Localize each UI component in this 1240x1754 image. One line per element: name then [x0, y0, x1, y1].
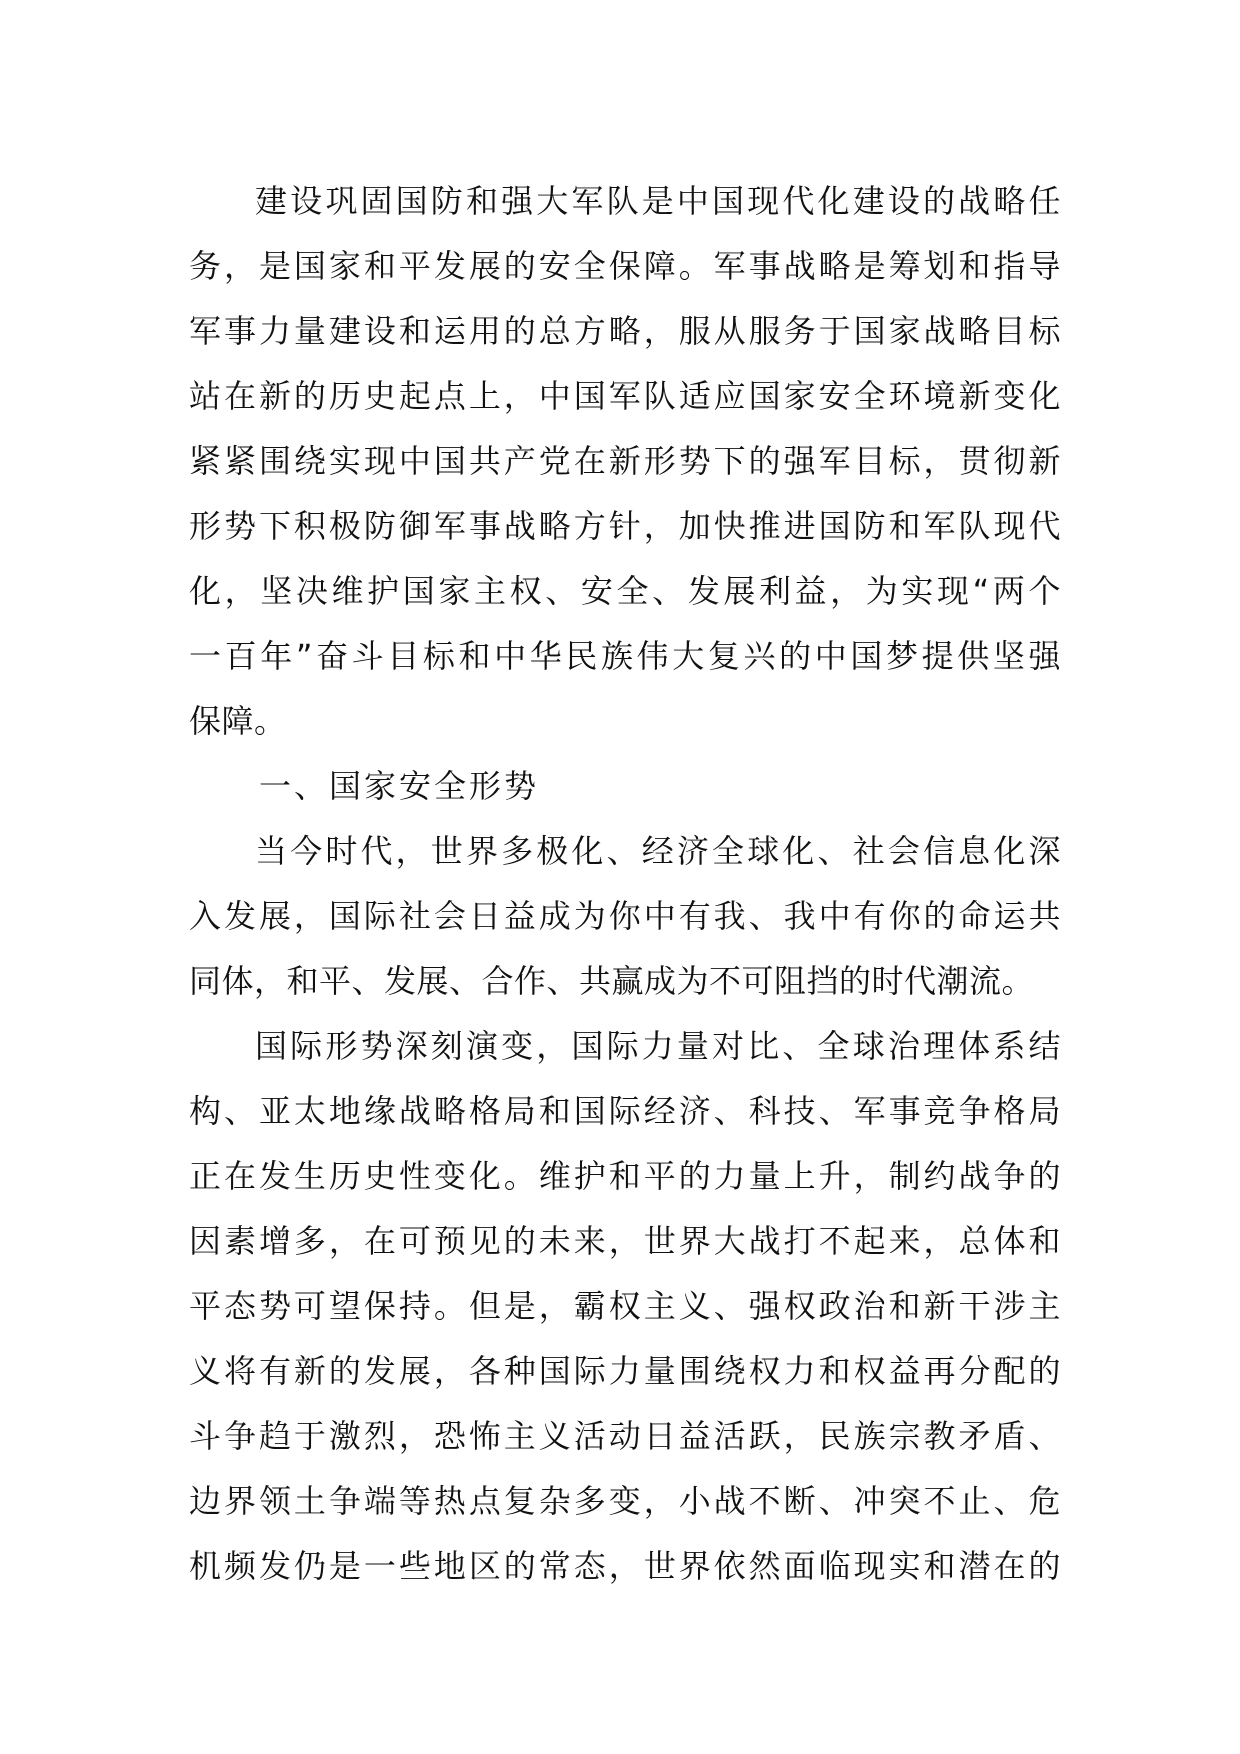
text-line: 国际形势深刻演变，国际力量对比、全球治理体系结	[255, 1027, 1061, 1065]
text-line: 边界领土争端等热点复杂多变，小战不断、冲突不止、危	[189, 1482, 1061, 1520]
section-heading: 一、国家安全形势	[259, 767, 540, 805]
text-line: 军事力量建设和运用的总方略，服从服务于国家战略目标	[189, 312, 1061, 350]
text-line: 因素增多，在可预见的未来，世界大战打不起来，总体和	[189, 1222, 1061, 1260]
text-line: 机频发仍是一些地区的常态，世界依然面临现实和潜在的	[189, 1547, 1061, 1585]
text-line: 一百年”奋斗目标和中华民族伟大复兴的中国梦提供坚强	[189, 637, 1061, 675]
paragraph-era	[189, 819, 1061, 1014]
text-line: 保障。	[189, 702, 287, 740]
text-line: 构、亚太地缘战略格局和国际经济、科技、军事竞争格局	[189, 1092, 1061, 1130]
text-line: 形势下积极防御军事战略方针，加快推进国防和军队现代	[189, 507, 1061, 545]
text-line: 务，是国家和平发展的安全保障。军事战略是筹划和指导	[189, 247, 1061, 285]
paragraph-intro	[189, 169, 1061, 754]
text-line: 斗争趋于激烈，恐怖主义活动日益活跃，民族宗教矛盾、	[189, 1417, 1061, 1455]
text-line: 当今时代，世界多极化、经济全球化、社会信息化深	[255, 832, 1061, 870]
text-line: 建设巩固国防和强大军队是中国现代化建设的战略任	[255, 182, 1061, 220]
text-line: 紧紧围绕实现中国共产党在新形势下的强军目标，贯彻新	[189, 442, 1061, 480]
text-line: 同体，和平、发展、合作、共赢成为不可阻挡的时代潮流。	[189, 962, 1035, 1000]
text-line: 站在新的历史起点上，中国军队适应国家安全环境新变化	[189, 377, 1061, 415]
text-line: 平态势可望保持。但是，霸权主义、强权政治和新干涉主	[189, 1287, 1061, 1325]
document-body	[189, 169, 1061, 1599]
text-line: 化，坚决维护国家主权、安全、发展利益，为实现“两个	[189, 572, 1061, 610]
text-line: 入发展，国际社会日益成为你中有我、我中有你的命运共	[189, 897, 1061, 935]
paragraph-international	[189, 1014, 1061, 1599]
text-line: 正在发生历史性变化。维护和平的力量上升，制约战争的	[189, 1157, 1061, 1195]
text-line: 义将有新的发展，各种国际力量围绕权力和权益再分配的	[189, 1352, 1061, 1390]
